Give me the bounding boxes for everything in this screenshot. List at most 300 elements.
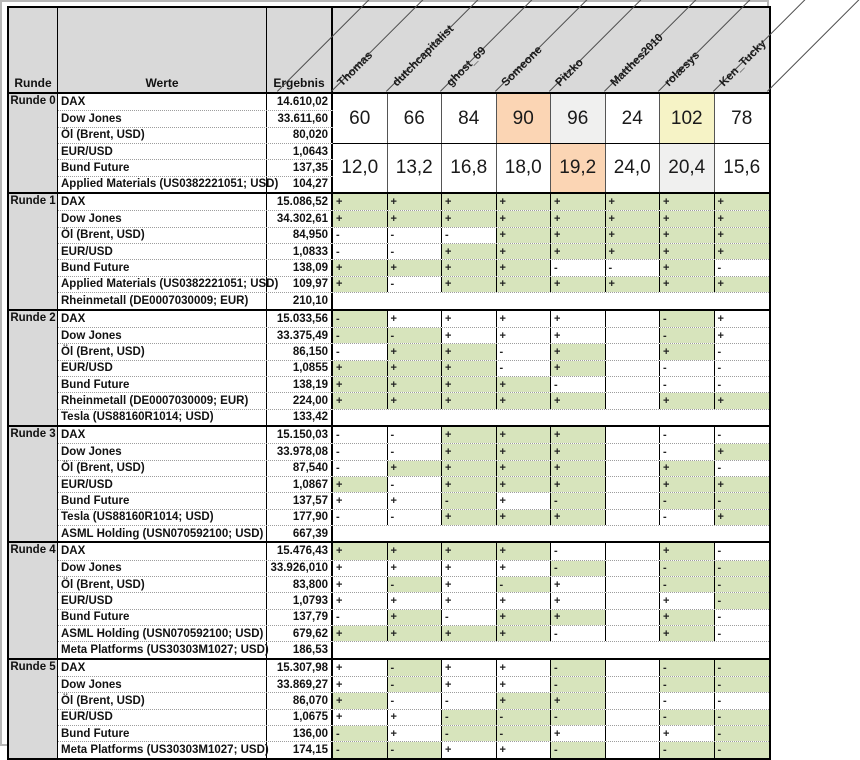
instrument-cell[interactable]: Rheinmetall (DE0007030009; EUR) xyxy=(58,293,267,308)
pick-cell[interactable]: - xyxy=(388,477,443,492)
pick-cell[interactable]: - xyxy=(388,693,443,708)
pick-cell[interactable]: + xyxy=(606,211,661,226)
pick-cell[interactable] xyxy=(606,593,661,608)
instrument-cell[interactable]: EUR/USD xyxy=(58,361,267,376)
pick-cell[interactable]: - xyxy=(551,561,606,576)
column-header-werte[interactable]: Werte xyxy=(58,8,267,92)
pick-cell[interactable]: + xyxy=(497,427,552,443)
instrument-cell[interactable]: DAX xyxy=(58,427,267,443)
pick-cell[interactable]: + xyxy=(442,277,497,292)
pick-cell[interactable]: - xyxy=(551,543,606,559)
pick-cell[interactable] xyxy=(606,427,661,443)
result-cell[interactable]: 84,950 xyxy=(267,228,333,243)
pick-cell[interactable]: + xyxy=(442,593,497,608)
pick-cell[interactable]: + xyxy=(660,393,715,408)
pick-cell[interactable]: - xyxy=(442,610,497,625)
pick-cell[interactable]: + xyxy=(606,228,661,243)
pick-cell[interactable] xyxy=(606,361,661,376)
pick-cell[interactable]: - xyxy=(660,444,715,459)
pick-cell[interactable]: + xyxy=(442,444,497,459)
result-cell[interactable]: 15.476,43 xyxy=(267,543,333,559)
result-cell[interactable]: 177,90 xyxy=(267,510,333,525)
pick-cell[interactable]: + xyxy=(442,211,497,226)
pick-cell[interactable]: - xyxy=(715,742,770,757)
pick-cell[interactable]: + xyxy=(333,543,388,559)
pick-cell[interactable]: - xyxy=(660,710,715,725)
pick-cell[interactable]: + xyxy=(551,194,606,210)
instrument-cell[interactable]: Bund Future xyxy=(58,610,267,625)
pick-cell[interactable]: - xyxy=(660,742,715,757)
instrument-cell[interactable]: Bund Future xyxy=(58,377,267,392)
pick-cell[interactable]: - xyxy=(660,510,715,525)
result-cell[interactable]: 15.033,56 xyxy=(267,311,333,327)
pick-cell[interactable]: + xyxy=(497,677,552,692)
instrument-cell[interactable]: ASML Holding (USN070592100; USD) xyxy=(58,526,267,541)
pick-cell[interactable]: + xyxy=(497,626,552,641)
pick-cell[interactable] xyxy=(606,693,661,708)
pick-cell[interactable]: + xyxy=(606,194,661,210)
pick-cell[interactable]: - xyxy=(717,378,722,391)
round-label[interactable]: Runde 1 xyxy=(9,194,58,308)
pick-cell[interactable]: + xyxy=(660,260,715,275)
pick-cell[interactable]: - xyxy=(333,742,388,757)
score-cell[interactable]: 15,6 xyxy=(723,157,761,179)
result-cell[interactable]: 210,10 xyxy=(267,293,333,308)
pick-cell[interactable]: - xyxy=(715,710,770,725)
score-cell[interactable]: 96 xyxy=(551,94,606,143)
pick-cell[interactable]: + xyxy=(660,211,715,226)
pick-cell[interactable]: + xyxy=(660,543,715,559)
pick-cell[interactable]: - xyxy=(717,345,722,358)
pick-cell[interactable]: - xyxy=(333,311,388,327)
score-cell[interactable]: 18,0 xyxy=(497,144,552,192)
pick-cell[interactable]: + xyxy=(551,393,606,408)
instrument-cell[interactable]: Dow Jones xyxy=(58,328,267,343)
pick-cell[interactable]: + xyxy=(388,461,443,476)
pick-cell[interactable] xyxy=(606,444,661,459)
pick-cell[interactable]: + xyxy=(442,742,497,757)
pick-cell[interactable]: + xyxy=(551,444,606,459)
pick-cell[interactable] xyxy=(606,461,661,476)
score-cell[interactable]: 20,4 xyxy=(660,144,715,192)
pick-cell[interactable]: - xyxy=(333,610,388,625)
pick-cell[interactable]: + xyxy=(606,277,661,292)
result-cell[interactable]: 15.307,98 xyxy=(267,660,333,676)
pick-cell[interactable]: + xyxy=(551,344,606,359)
pick-cell[interactable]: - xyxy=(660,328,715,343)
score-cell[interactable]: 60 xyxy=(333,94,388,143)
pick-cell[interactable]: + xyxy=(388,311,443,327)
score-cell[interactable]: 90 xyxy=(497,94,552,143)
instrument-cell[interactable]: Rheinmetall (DE0007030009; EUR) xyxy=(58,393,267,408)
pick-cell[interactable]: + xyxy=(717,329,724,342)
pick-cell[interactable]: + xyxy=(388,593,443,608)
pick-cell[interactable]: - xyxy=(551,677,606,692)
pick-cell[interactable]: + xyxy=(497,593,552,608)
round-label[interactable]: Runde 0 xyxy=(9,94,58,192)
score-cell[interactable]: 19,2 xyxy=(551,144,606,192)
pick-cell[interactable] xyxy=(606,477,661,492)
pick-cell[interactable]: + xyxy=(660,244,715,259)
pick-cell[interactable]: - xyxy=(442,493,497,508)
instrument-cell[interactable]: EUR/USD xyxy=(58,710,267,725)
pick-cell[interactable]: + xyxy=(442,427,497,443)
pick-cell[interactable]: + xyxy=(551,311,606,327)
pick-cell[interactable]: - xyxy=(333,328,388,343)
score-cell[interactable]: 24,0 xyxy=(606,144,661,192)
instrument-cell[interactable]: Meta Platforms (US30303M1027; USD) xyxy=(58,742,267,757)
pick-cell[interactable]: + xyxy=(333,211,388,226)
pick-cell[interactable]: - xyxy=(717,695,722,708)
pick-cell[interactable]: + xyxy=(715,444,770,459)
pick-cell[interactable]: + xyxy=(497,244,552,259)
pick-cell[interactable]: + xyxy=(497,444,552,459)
player-name[interactable]: Ken_Tucky xyxy=(717,37,769,89)
pick-cell[interactable]: + xyxy=(497,277,552,292)
pick-cell[interactable]: + xyxy=(715,477,770,492)
pick-cell[interactable]: + xyxy=(717,312,724,325)
pick-cell[interactable]: + xyxy=(333,477,388,492)
pick-cell[interactable]: - xyxy=(660,660,715,676)
result-cell[interactable]: 87,540 xyxy=(267,461,333,476)
pick-cell[interactable]: + xyxy=(388,610,443,625)
pick-cell[interactable]: + xyxy=(333,393,388,408)
pick-cell[interactable]: - xyxy=(551,493,606,508)
pick-cell[interactable]: - xyxy=(442,710,497,725)
pick-cell[interactable]: - xyxy=(388,277,443,292)
pick-cell[interactable]: - xyxy=(715,677,770,692)
pick-cell[interactable]: - xyxy=(717,462,722,475)
pick-cell[interactable]: + xyxy=(333,377,388,392)
result-cell[interactable]: 138,09 xyxy=(267,260,333,275)
result-cell[interactable]: 137,79 xyxy=(267,610,333,625)
pick-cell[interactable]: + xyxy=(660,194,715,210)
player-name[interactable]: rolæsys xyxy=(662,49,703,89)
pick-cell[interactable]: + xyxy=(660,461,715,476)
pick-cell[interactable]: + xyxy=(497,510,552,525)
pick-cell[interactable]: + xyxy=(551,244,606,259)
instrument-cell[interactable]: Tesla (US88160R1014; USD) xyxy=(58,510,267,525)
pick-cell[interactable] xyxy=(606,626,661,641)
pick-cell[interactable] xyxy=(606,677,661,692)
pick-cell[interactable]: + xyxy=(442,577,497,592)
pick-cell[interactable]: - xyxy=(388,677,443,692)
instrument-cell[interactable]: EUR/USD xyxy=(58,477,267,492)
score-cell[interactable]: 84 xyxy=(442,94,497,143)
score-cell[interactable]: 13,2 xyxy=(388,144,443,192)
result-cell[interactable]: 86,070 xyxy=(267,693,333,708)
pick-cell[interactable]: + xyxy=(551,510,606,525)
pick-cell[interactable]: + xyxy=(497,461,552,476)
pick-cell[interactable]: - xyxy=(660,427,715,443)
instrument-cell[interactable]: Öl (Brent, USD) xyxy=(58,461,267,476)
pick-cell[interactable]: - xyxy=(660,677,715,692)
pick-cell[interactable]: + xyxy=(660,228,715,243)
pick-cell[interactable]: + xyxy=(388,260,443,275)
result-cell[interactable]: 104,27 xyxy=(267,177,333,192)
pick-cell[interactable]: + xyxy=(388,726,443,741)
pick-cell[interactable]: - xyxy=(333,228,388,243)
pick-cell[interactable]: + xyxy=(442,393,497,408)
pick-cell[interactable]: + xyxy=(551,228,606,243)
pick-cell[interactable]: + xyxy=(497,393,552,408)
result-cell[interactable]: 33.611,60 xyxy=(267,111,333,126)
pick-cell[interactable]: - xyxy=(388,660,443,676)
instrument-cell[interactable]: DAX xyxy=(58,543,267,559)
pick-cell[interactable]: - xyxy=(660,493,715,508)
pick-cell[interactable]: - xyxy=(497,710,552,725)
pick-cell[interactable]: - xyxy=(715,493,770,508)
player-name[interactable]: dutchcapitalist xyxy=(390,23,456,89)
instrument-cell[interactable]: Öl (Brent, USD) xyxy=(58,344,267,359)
pick-cell[interactable]: - xyxy=(497,726,552,741)
pick-cell[interactable]: - xyxy=(333,510,388,525)
pick-cell[interactable]: + xyxy=(497,693,552,708)
pick-cell[interactable]: - xyxy=(551,742,606,757)
pick-cell[interactable]: + xyxy=(388,561,443,576)
instrument-cell[interactable]: EUR/USD xyxy=(58,144,267,159)
pick-cell[interactable] xyxy=(606,510,661,525)
pick-cell[interactable]: + xyxy=(497,377,552,392)
pick-cell[interactable]: + xyxy=(715,194,770,210)
pick-cell[interactable]: - xyxy=(551,710,606,725)
instrument-cell[interactable]: DAX xyxy=(58,94,267,110)
pick-cell[interactable]: - xyxy=(333,244,388,259)
result-cell[interactable]: 14.610,02 xyxy=(267,94,333,110)
pick-cell[interactable]: + xyxy=(388,543,443,559)
empty-picks-cell[interactable] xyxy=(333,642,769,657)
pick-cell[interactable]: + xyxy=(551,693,606,708)
pick-cell[interactable]: + xyxy=(333,577,388,592)
pick-cell[interactable]: + xyxy=(442,510,497,525)
result-cell[interactable]: 80,020 xyxy=(267,128,333,143)
pick-cell[interactable] xyxy=(606,393,661,408)
pick-cell[interactable]: + xyxy=(442,543,497,559)
pick-cell[interactable]: - xyxy=(497,344,552,359)
instrument-cell[interactable]: Bund Future xyxy=(58,260,267,275)
empty-picks-cell[interactable] xyxy=(333,293,769,308)
result-cell[interactable]: 186,53 xyxy=(267,642,333,657)
instrument-cell[interactable]: Meta Platforms (US30303M1027; USD) xyxy=(58,642,267,657)
pick-cell[interactable]: + xyxy=(497,211,552,226)
pick-cell[interactable]: - xyxy=(717,627,722,640)
pick-cell[interactable]: + xyxy=(388,710,443,725)
pick-cell[interactable]: - xyxy=(717,362,722,375)
pick-cell[interactable]: + xyxy=(333,710,388,725)
result-cell[interactable]: 15.086,52 xyxy=(267,194,333,210)
pick-cell[interactable]: + xyxy=(442,377,497,392)
result-cell[interactable]: 1,0643 xyxy=(267,144,333,159)
instrument-cell[interactable]: Applied Materials (US0382221051; USD) xyxy=(58,177,267,192)
pick-cell[interactable]: - xyxy=(715,561,770,576)
pick-cell[interactable]: - xyxy=(497,361,552,376)
pick-cell[interactable]: + xyxy=(333,260,388,275)
pick-cell[interactable]: - xyxy=(388,742,443,757)
empty-picks-cell[interactable] xyxy=(333,410,769,425)
instrument-cell[interactable]: Bund Future xyxy=(58,160,267,175)
result-cell[interactable]: 1,0867 xyxy=(267,477,333,492)
instrument-cell[interactable]: Öl (Brent, USD) xyxy=(58,577,267,592)
pick-cell[interactable]: + xyxy=(497,493,552,508)
result-cell[interactable]: 136,00 xyxy=(267,726,333,741)
result-cell[interactable]: 1,0833 xyxy=(267,244,333,259)
result-cell[interactable]: 174,15 xyxy=(267,742,333,757)
pick-cell[interactable]: - xyxy=(717,611,722,624)
pick-cell[interactable] xyxy=(606,328,661,343)
pick-cell[interactable] xyxy=(606,660,661,676)
pick-cell[interactable]: + xyxy=(388,344,443,359)
pick-cell[interactable] xyxy=(606,742,661,757)
pick-cell[interactable]: + xyxy=(497,194,552,210)
result-cell[interactable]: 34.302,61 xyxy=(267,211,333,226)
score-cell[interactable]: 16,8 xyxy=(442,144,497,192)
pick-cell[interactable]: + xyxy=(442,328,497,343)
pick-cell[interactable]: - xyxy=(717,545,722,558)
pick-cell[interactable]: + xyxy=(660,344,715,359)
pick-cell[interactable]: + xyxy=(715,277,770,292)
pick-cell[interactable] xyxy=(606,543,661,559)
instrument-cell[interactable]: Öl (Brent, USD) xyxy=(58,228,267,243)
score-cell[interactable]: 24 xyxy=(606,94,661,143)
pick-cell[interactable]: + xyxy=(551,610,606,625)
pick-cell[interactable]: + xyxy=(333,361,388,376)
instrument-cell[interactable]: Öl (Brent, USD) xyxy=(58,128,267,143)
pick-cell[interactable]: + xyxy=(551,593,606,608)
pick-cell[interactable]: - xyxy=(388,244,443,259)
result-cell[interactable]: 1,0793 xyxy=(267,593,333,608)
result-cell[interactable]: 667,39 xyxy=(267,526,333,541)
pick-cell[interactable]: - xyxy=(333,461,388,476)
pick-cell[interactable]: + xyxy=(551,361,606,376)
pick-cell[interactable]: + xyxy=(606,244,661,259)
pick-cell[interactable]: + xyxy=(442,311,497,327)
pick-cell[interactable] xyxy=(606,311,661,327)
pick-cell[interactable]: + xyxy=(715,510,770,525)
pick-cell[interactable]: + xyxy=(660,477,715,492)
pick-cell[interactable]: + xyxy=(551,577,606,592)
pick-cell[interactable]: + xyxy=(333,493,388,508)
pick-cell[interactable]: + xyxy=(660,726,715,741)
pick-cell[interactable]: + xyxy=(497,328,552,343)
pick-cell[interactable]: + xyxy=(551,211,606,226)
pick-cell[interactable]: + xyxy=(497,228,552,243)
pick-cell[interactable]: - xyxy=(715,593,770,608)
pick-cell[interactable]: + xyxy=(660,626,715,641)
round-label[interactable]: Runde 4 xyxy=(9,543,58,657)
pick-cell[interactable]: - xyxy=(660,361,715,376)
pick-cell[interactable]: + xyxy=(497,477,552,492)
empty-picks-cell[interactable] xyxy=(333,526,769,541)
result-cell[interactable]: 137,57 xyxy=(267,493,333,508)
instrument-cell[interactable]: EUR/USD xyxy=(58,593,267,608)
score-cell[interactable]: 12,0 xyxy=(333,144,388,192)
pick-cell[interactable]: + xyxy=(388,211,443,226)
pick-cell[interactable]: + xyxy=(442,626,497,641)
instrument-cell[interactable]: EUR/USD xyxy=(58,244,267,259)
pick-cell[interactable]: - xyxy=(660,377,715,392)
pick-cell[interactable]: - xyxy=(715,726,770,741)
pick-cell[interactable]: - xyxy=(442,726,497,741)
result-cell[interactable]: 86,150 xyxy=(267,344,333,359)
pick-cell[interactable]: + xyxy=(551,461,606,476)
pick-cell[interactable]: + xyxy=(551,277,606,292)
pick-cell[interactable]: - xyxy=(333,726,388,741)
pick-cell[interactable]: - xyxy=(333,344,388,359)
pick-cell[interactable]: + xyxy=(333,593,388,608)
pick-cell[interactable]: - xyxy=(551,660,606,676)
pick-cell[interactable]: + xyxy=(497,311,552,327)
pick-cell[interactable]: - xyxy=(660,561,715,576)
instrument-cell[interactable]: ASML Holding (USN070592100; USD) xyxy=(58,626,267,641)
instrument-cell[interactable]: DAX xyxy=(58,194,267,210)
pick-cell[interactable]: - xyxy=(660,577,715,592)
pick-cell[interactable]: - xyxy=(660,311,715,327)
pick-cell[interactable]: - xyxy=(388,427,443,443)
instrument-cell[interactable]: Tesla (US88160R1014; USD) xyxy=(58,410,267,425)
player-name[interactable]: Thomas xyxy=(335,49,376,89)
pick-cell[interactable]: + xyxy=(388,361,443,376)
player-name[interactable]: Someone xyxy=(499,43,545,89)
pick-cell[interactable]: - xyxy=(660,693,715,708)
pick-cell[interactable] xyxy=(606,577,661,592)
pick-cell[interactable]: + xyxy=(333,677,388,692)
pick-cell[interactable]: + xyxy=(333,194,388,210)
pick-cell[interactable]: + xyxy=(497,742,552,757)
pick-cell[interactable]: + xyxy=(442,260,497,275)
pick-cell[interactable] xyxy=(606,561,661,576)
instrument-cell[interactable]: Dow Jones xyxy=(58,444,267,459)
pick-cell[interactable]: + xyxy=(497,660,552,676)
pick-cell[interactable]: + xyxy=(388,393,443,408)
pick-cell[interactable]: - xyxy=(388,577,443,592)
pick-cell[interactable]: + xyxy=(715,228,770,243)
pick-cell[interactable]: + xyxy=(715,211,770,226)
pick-cell[interactable]: - xyxy=(388,328,443,343)
instrument-cell[interactable]: Applied Materials (US0382221051; USD) xyxy=(58,277,267,292)
pick-cell[interactable]: + xyxy=(442,344,497,359)
pick-cell[interactable]: + xyxy=(551,477,606,492)
instrument-cell[interactable]: Dow Jones xyxy=(58,561,267,576)
pick-cell[interactable]: - xyxy=(442,228,497,243)
pick-cell[interactable]: + xyxy=(388,493,443,508)
pick-cell[interactable]: - xyxy=(388,510,443,525)
result-cell[interactable]: 33.375,49 xyxy=(267,328,333,343)
pick-cell[interactable] xyxy=(606,710,661,725)
pick-cell[interactable] xyxy=(606,344,661,359)
pick-cell[interactable]: - xyxy=(388,228,443,243)
instrument-cell[interactable]: Öl (Brent, USD) xyxy=(58,693,267,708)
pick-cell[interactable]: + xyxy=(497,260,552,275)
pick-cell[interactable]: + xyxy=(442,477,497,492)
pick-cell[interactable] xyxy=(606,493,661,508)
result-cell[interactable]: 224,00 xyxy=(267,393,333,408)
instrument-cell[interactable]: DAX xyxy=(58,311,267,327)
result-cell[interactable]: 15.150,03 xyxy=(267,427,333,443)
result-cell[interactable]: 133,42 xyxy=(267,410,333,425)
pick-cell[interactable]: + xyxy=(442,677,497,692)
pick-cell[interactable]: - xyxy=(717,429,722,442)
pick-cell[interactable]: + xyxy=(660,610,715,625)
pick-cell[interactable]: + xyxy=(333,626,388,641)
pick-cell[interactable] xyxy=(606,377,661,392)
pick-cell[interactable]: - xyxy=(333,427,388,443)
result-cell[interactable]: 679,62 xyxy=(267,626,333,641)
pick-cell[interactable]: - xyxy=(551,377,606,392)
pick-cell[interactable]: + xyxy=(442,561,497,576)
result-cell[interactable]: 33.869,27 xyxy=(267,677,333,692)
pick-cell[interactable]: + xyxy=(497,610,552,625)
pick-cell[interactable]: + xyxy=(715,244,770,259)
